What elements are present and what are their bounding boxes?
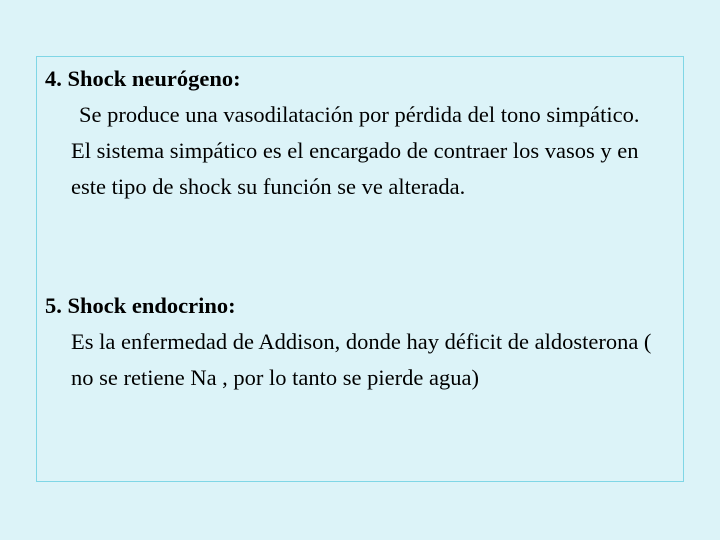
section-heading: 4. Shock neurógeno:	[45, 66, 241, 91]
section-paragraph: Se produce una vasodilatación por pérdida del tono simpático.	[79, 102, 640, 127]
section-endocrine-shock	[45, 288, 677, 396]
section-heading: 5. Shock endocrino:	[45, 293, 236, 318]
section-neurogenic-shock	[45, 61, 677, 205]
section-paragraph: Es la enfermedad de Addison, donde hay déficit de aldosterona ( no se retiene Na , por lo tanto se pierde agua)	[71, 329, 652, 390]
slide-content-box	[36, 56, 684, 482]
section-paragraph: El sistema simpático es el encargado de contraer los vasos y en este tipo de shock su función se ve alterada.	[71, 138, 639, 199]
